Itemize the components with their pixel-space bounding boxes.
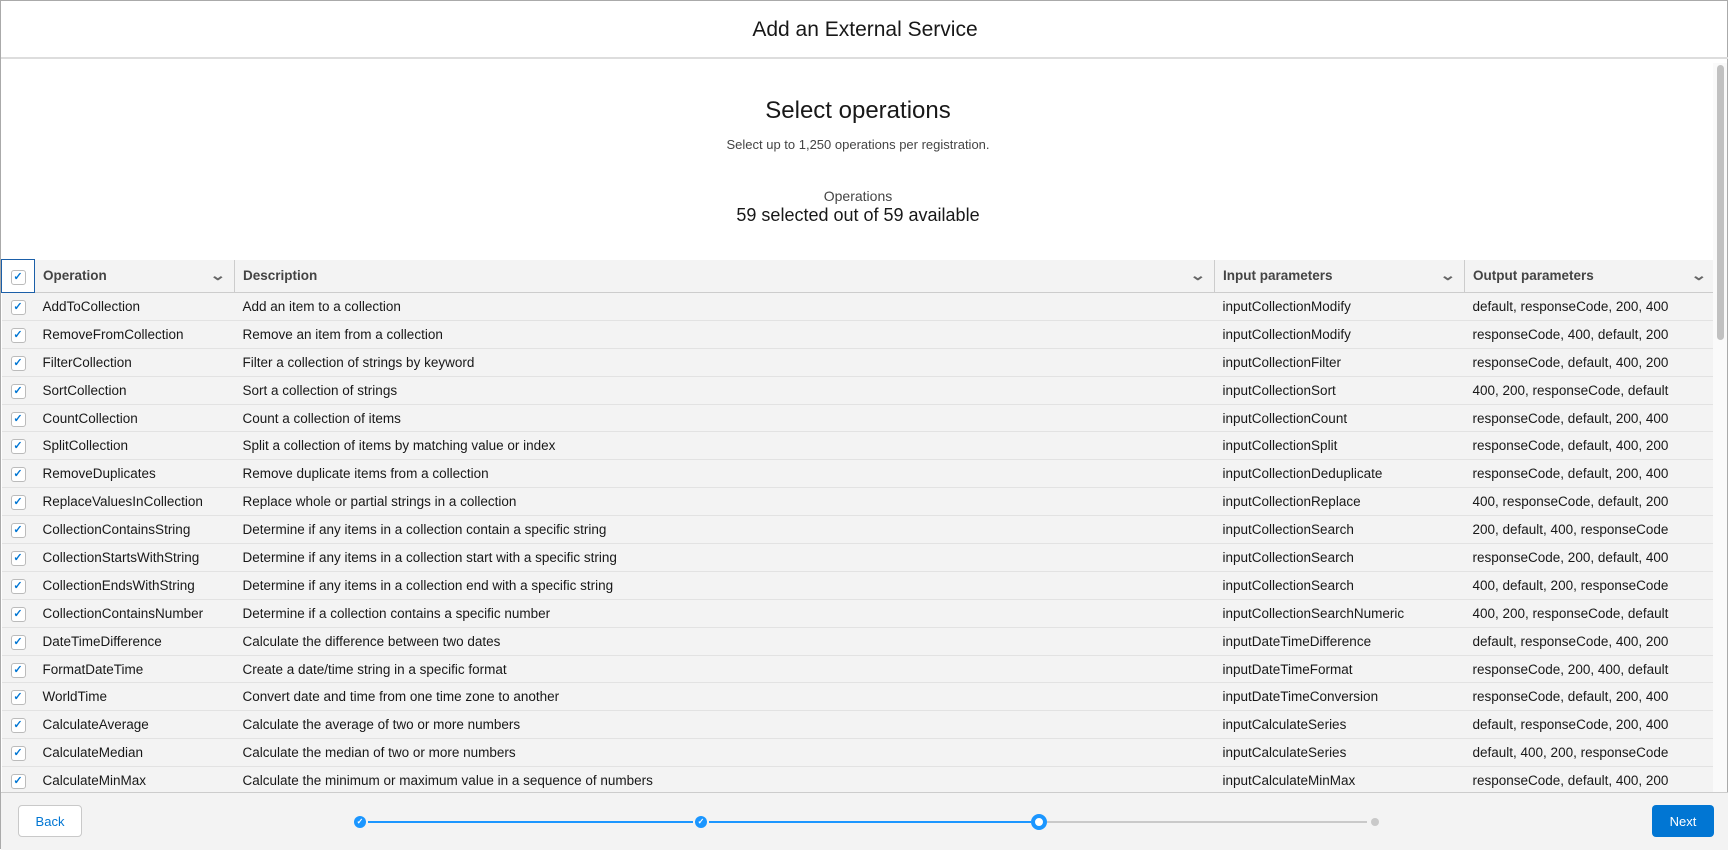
description-cell: Determine if any items in a collection end with a specific string: [235, 571, 1215, 599]
description-cell: Determine if a collection contains a specific number: [235, 599, 1215, 627]
description-cell: Determine if any items in a collection contain a specific string: [235, 516, 1215, 544]
progress-line: [368, 821, 693, 823]
description-cell: Filter a collection of strings by keyword: [235, 348, 1215, 376]
description-cell: Calculate the difference between two dates: [235, 627, 1215, 655]
output-parameters-cell: default, responseCode, 200, 400: [1465, 711, 1716, 739]
table-row: [2, 488, 1716, 516]
operation-cell: DateTimeDifference: [35, 627, 235, 655]
row-checkbox[interactable]: [2, 293, 35, 321]
table-row: [2, 404, 1716, 432]
row-checkbox[interactable]: [2, 348, 35, 376]
input-parameters-cell: inputCollectionFilter: [1215, 348, 1465, 376]
table-row: [2, 711, 1716, 739]
check-icon: ✓: [11, 523, 26, 538]
next-button[interactable]: Next: [1652, 805, 1714, 837]
step-complete-icon[interactable]: ✓: [354, 816, 366, 828]
check-icon: ✓: [11, 300, 26, 315]
output-parameters-cell: 400, 200, responseCode, default: [1465, 599, 1716, 627]
table-row: [2, 544, 1716, 572]
table-row: [2, 683, 1716, 711]
chevron-down-icon[interactable]: ⌄: [1189, 266, 1207, 283]
column-label: Operation: [43, 268, 107, 284]
input-parameters-cell: inputDateTimeFormat: [1215, 655, 1465, 683]
description-cell: Create a date/time string in a specific format: [235, 655, 1215, 683]
operation-cell: CollectionContainsString: [35, 516, 235, 544]
input-parameters-cell: inputCollectionModify: [1215, 293, 1465, 321]
column-header-description[interactable]: [235, 260, 1215, 293]
operation-cell: CountCollection: [35, 404, 235, 432]
check-icon: ✓: [11, 774, 26, 789]
progress-line: [709, 821, 1031, 823]
description-cell: Calculate the average of two or more numbers: [235, 711, 1215, 739]
input-parameters-cell: inputCollectionModify: [1215, 320, 1465, 348]
output-parameters-cell: responseCode, default, 400, 200: [1465, 767, 1716, 792]
input-parameters-cell: inputCollectionSort: [1215, 376, 1465, 404]
output-parameters-cell: default, responseCode, 200, 400: [1465, 293, 1716, 321]
row-checkbox[interactable]: [2, 376, 35, 404]
operation-cell: FormatDateTime: [35, 655, 235, 683]
output-parameters-cell: responseCode, default, 200, 400: [1465, 460, 1716, 488]
output-parameters-cell: responseCode, default, 200, 400: [1465, 683, 1716, 711]
check-icon: ✓: [11, 607, 26, 622]
input-parameters-cell: inputCollectionSearch: [1215, 516, 1465, 544]
operation-cell: SplitCollection: [35, 432, 235, 460]
row-checkbox[interactable]: [2, 571, 35, 599]
table-row: [2, 571, 1716, 599]
description-cell: Count a collection of items: [235, 404, 1215, 432]
select-all-checkbox[interactable]: [2, 260, 35, 293]
description-cell: Replace whole or partial strings in a collection: [235, 488, 1215, 516]
table-row: [2, 739, 1716, 767]
row-checkbox[interactable]: [2, 683, 35, 711]
input-parameters-cell: inputCollectionReplace: [1215, 488, 1465, 516]
check-icon: ✓: [11, 384, 26, 399]
row-checkbox[interactable]: [2, 655, 35, 683]
description-cell: Remove duplicate items from a collection: [235, 460, 1215, 488]
input-parameters-cell: inputCollectionSearchNumeric: [1215, 599, 1465, 627]
operation-cell: CalculateAverage: [35, 711, 235, 739]
modal-header: Add an External Service: [1, 1, 1728, 59]
operation-cell: SortCollection: [35, 376, 235, 404]
row-checkbox[interactable]: [2, 488, 35, 516]
column-header-input[interactable]: [1215, 260, 1465, 293]
check-icon: ✓: [11, 270, 26, 285]
table-row: [2, 460, 1716, 488]
table-row: [2, 293, 1716, 321]
check-icon: ✓: [11, 746, 26, 761]
operation-cell: RemoveFromCollection: [35, 320, 235, 348]
page-title: Select operations: [765, 97, 951, 124]
row-checkbox[interactable]: [2, 544, 35, 572]
check-icon: ✓: [11, 328, 26, 343]
check-icon: ✓: [11, 718, 26, 733]
output-parameters-cell: 400, 200, responseCode, default: [1465, 376, 1716, 404]
output-parameters-cell: responseCode, 400, default, 200: [1465, 320, 1716, 348]
input-parameters-cell: inputDateTimeConversion: [1215, 683, 1465, 711]
check-icon: ✓: [11, 579, 26, 594]
output-parameters-cell: responseCode, default, 400, 200: [1465, 432, 1716, 460]
description-cell: Remove an item from a collection: [235, 320, 1215, 348]
output-parameters-cell: 200, default, 400, responseCode: [1465, 516, 1716, 544]
table-row: [2, 348, 1716, 376]
operation-cell: WorldTime: [35, 683, 235, 711]
column-header-output[interactable]: [1465, 260, 1716, 293]
row-checkbox[interactable]: [2, 432, 35, 460]
output-parameters-cell: responseCode, default, 200, 400: [1465, 404, 1716, 432]
input-parameters-cell: inputCalculateSeries: [1215, 711, 1465, 739]
output-parameters-cell: responseCode, 200, 400, default: [1465, 655, 1716, 683]
table-row: [2, 516, 1716, 544]
operation-cell: RemoveDuplicates: [35, 460, 235, 488]
row-checkbox[interactable]: [2, 739, 35, 767]
table-row: [2, 376, 1716, 404]
operations-count: 59 selected out of 59 available: [736, 205, 980, 225]
column-label: Description: [243, 268, 318, 284]
modal-body: [1, 59, 1728, 792]
output-parameters-cell: 400, responseCode, default, 200: [1465, 488, 1716, 516]
chevron-down-icon[interactable]: ⌄: [1439, 266, 1457, 283]
description-cell: Split a collection of items by matching value or index: [235, 432, 1215, 460]
input-parameters-cell: inputCollectionSearch: [1215, 544, 1465, 572]
table-row: [2, 432, 1716, 460]
operation-cell: CalculateMedian: [35, 739, 235, 767]
operation-cell: CollectionContainsNumber: [35, 599, 235, 627]
output-parameters-cell: responseCode, default, 400, 200: [1465, 348, 1716, 376]
row-checkbox[interactable]: [2, 767, 35, 792]
check-icon: ✓: [11, 663, 26, 678]
operation-cell: AddToCollection: [35, 293, 235, 321]
description-cell: Sort a collection of strings: [235, 376, 1215, 404]
output-parameters-cell: 400, default, 200, responseCode: [1465, 571, 1716, 599]
description-cell: Add an item to a collection: [235, 293, 1215, 321]
page-subtitle: Select up to 1,250 operations per registration.: [726, 137, 990, 152]
operation-cell: ReplaceValuesInCollection: [35, 488, 235, 516]
check-icon: ✓: [11, 635, 26, 650]
column-label: Output parameters: [1473, 268, 1594, 284]
description-cell: Convert date and time from one time zone to another: [235, 683, 1215, 711]
check-icon: ✓: [11, 467, 26, 482]
row-checkbox[interactable]: [2, 627, 35, 655]
output-parameters-cell: default, responseCode, 400, 200: [1465, 627, 1716, 655]
row-checkbox[interactable]: [2, 599, 35, 627]
step-current-icon[interactable]: [1031, 814, 1047, 830]
table-row: [2, 320, 1716, 348]
operation-cell: CalculateMinMax: [35, 767, 235, 792]
back-button[interactable]: Back: [18, 805, 82, 837]
input-parameters-cell: inputCollectionCount: [1215, 404, 1465, 432]
check-icon: ✓: [11, 495, 26, 510]
operations-table: [1, 259, 1716, 792]
table-row: [2, 599, 1716, 627]
table-row: [2, 627, 1716, 655]
column-label: Input parameters: [1223, 268, 1333, 284]
operation-cell: CollectionStartsWithString: [35, 544, 235, 572]
step-incomplete-icon[interactable]: [1371, 818, 1379, 826]
table-row: [2, 767, 1716, 792]
input-parameters-cell: inputCollectionSplit: [1215, 432, 1465, 460]
row-checkbox[interactable]: [2, 320, 35, 348]
description-cell: Calculate the median of two or more numbers: [235, 739, 1215, 767]
operation-cell: CollectionEndsWithString: [35, 571, 235, 599]
description-cell: Calculate the minimum or maximum value in a sequence of numbers: [235, 767, 1215, 792]
output-parameters-cell: responseCode, 200, default, 400: [1465, 544, 1716, 572]
description-cell: Determine if any items in a collection start with a specific string: [235, 544, 1215, 572]
check-icon: ✓: [11, 356, 26, 371]
scrollbar-thumb[interactable]: [1717, 65, 1724, 340]
check-icon: ✓: [11, 412, 26, 427]
input-parameters-cell: inputCollectionDeduplicate: [1215, 460, 1465, 488]
row-checkbox[interactable]: [2, 516, 35, 544]
output-parameters-cell: default, 400, 200, responseCode: [1465, 739, 1716, 767]
input-parameters-cell: inputCalculateMinMax: [1215, 767, 1465, 792]
chevron-down-icon[interactable]: ⌄: [209, 266, 227, 283]
modal-footer: [1, 792, 1728, 850]
operations-label: Operations: [823, 188, 893, 204]
table-row: [2, 655, 1716, 683]
check-icon: ✓: [11, 439, 26, 454]
column-header-operation[interactable]: [35, 260, 235, 293]
chevron-down-icon[interactable]: ⌄: [1690, 266, 1708, 283]
progress-line: [1047, 821, 1367, 823]
input-parameters-cell: inputCollectionSearch: [1215, 571, 1465, 599]
input-parameters-cell: inputCalculateSeries: [1215, 739, 1465, 767]
row-checkbox[interactable]: [2, 460, 35, 488]
input-parameters-cell: inputDateTimeDifference: [1215, 627, 1465, 655]
row-checkbox[interactable]: [2, 404, 35, 432]
check-icon: ✓: [11, 690, 26, 705]
operation-cell: FilterCollection: [35, 348, 235, 376]
step-complete-icon[interactable]: ✓: [695, 816, 707, 828]
row-checkbox[interactable]: [2, 711, 35, 739]
check-icon: ✓: [11, 551, 26, 566]
